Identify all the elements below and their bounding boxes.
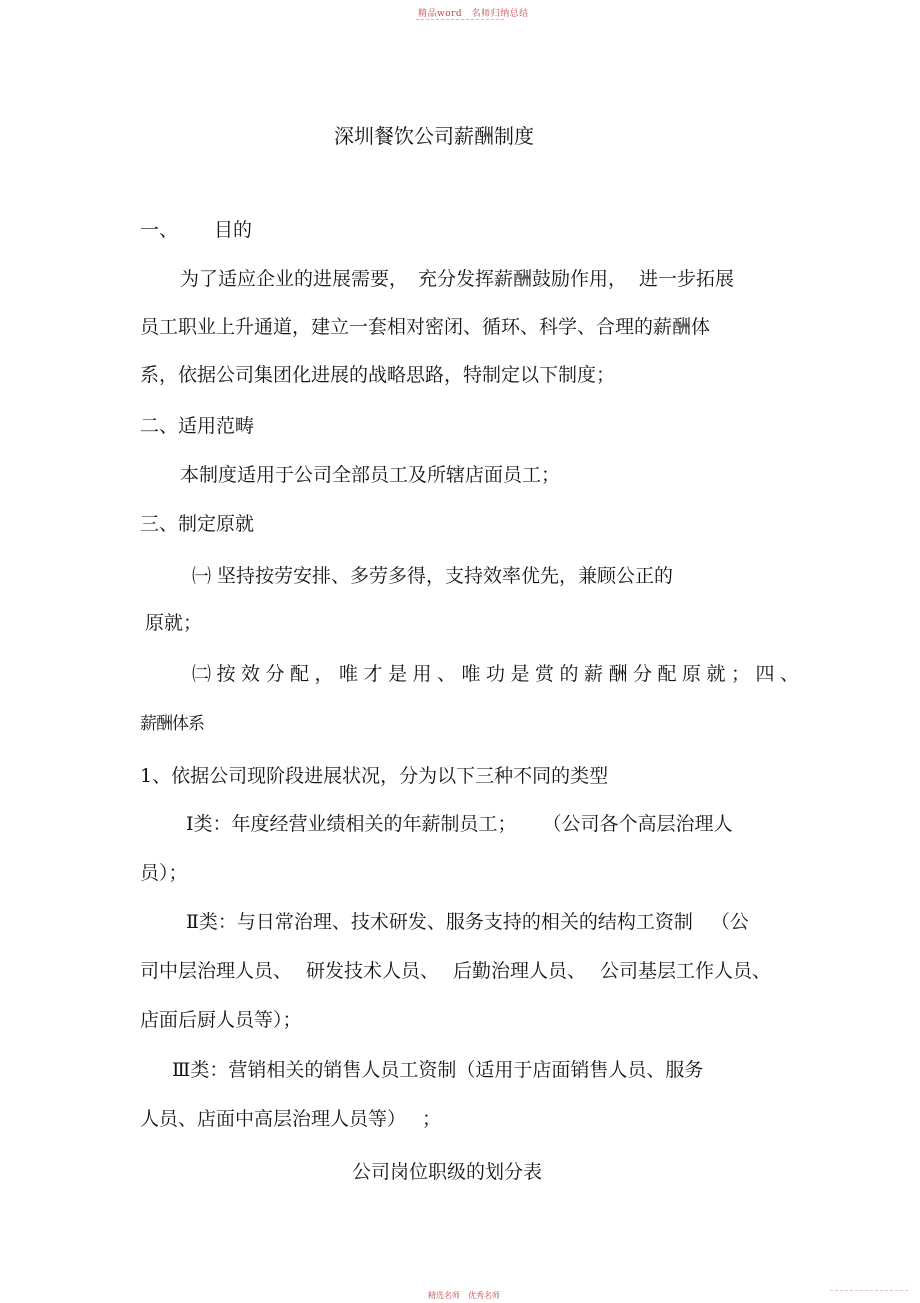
text-span: 人员、店面中高层治理人员等） bbox=[140, 1108, 407, 1130]
section-1-heading bbox=[140, 218, 252, 242]
section-4-heading: 薪酬体系 bbox=[140, 714, 204, 734]
type-2-line-1 bbox=[186, 910, 749, 934]
text-span: ； bbox=[422, 1108, 442, 1130]
type-1-line-2: 员）； bbox=[140, 862, 188, 884]
section-1-title: 目的 bbox=[214, 219, 253, 241]
text-span: 研发技术人员、 bbox=[306, 960, 440, 982]
text-span: （公司各个高层治理人 bbox=[542, 813, 733, 835]
text-span: 司中层治理人员、 bbox=[140, 960, 293, 982]
section-1-paragraph-line-3: 系，依据公司集团化进展的战略思路，特制定以下制度； bbox=[140, 364, 616, 386]
principle-item-2: ㈡按效分配，唯才是用、唯功是赏的薪酬分配原就；四、 bbox=[192, 663, 805, 685]
table-title: 公司岗位职级的划分表 bbox=[352, 1161, 543, 1183]
section-2-heading: 二、适用范畴 bbox=[140, 415, 255, 437]
text-span: Ⅱ类：与日常治理、技术研发、服务支持的相关的结构工资制 bbox=[186, 911, 693, 933]
text-span: 为了适应企业的进展需要， bbox=[180, 268, 409, 290]
section-1-number: 一、 bbox=[140, 219, 179, 241]
document-title: 深圳餐饮公司薪酬制度 bbox=[334, 124, 534, 148]
principle-item-1: ㈠ 坚持按劳安排、多劳多得，支持效率优先，兼顾公正的 bbox=[192, 565, 674, 587]
type-2-line-3: 店面后厨人员等）； bbox=[140, 1009, 302, 1031]
text-span: Ⅰ类：年度经营业绩相关的年薪制员工； bbox=[186, 813, 517, 835]
principle-item-1-continued: 原就； bbox=[145, 612, 203, 634]
section-4-paragraph: 1、依据公司现阶段进展状况，分为以下三种不同的类型 bbox=[140, 765, 609, 787]
section-2-paragraph: 本制度适用于公司全部员工及所辖店面员工； bbox=[180, 464, 561, 486]
header-divider bbox=[416, 19, 504, 20]
text-span: 后勤治理人员、 bbox=[453, 960, 587, 982]
text-span: 进一步拓展 bbox=[639, 268, 735, 290]
section-3-heading: 三、制定原就 bbox=[140, 513, 255, 535]
type-3-line-2 bbox=[140, 1107, 441, 1131]
type-1-line-1 bbox=[186, 812, 733, 836]
header-watermark: 精品word 名师归纳总结 bbox=[418, 9, 529, 19]
text-span: 公司基层工作人员、 bbox=[600, 960, 772, 982]
section-1-paragraph-line-1 bbox=[180, 267, 734, 291]
text-span: 充分发挥薪酬鼓励作用， bbox=[418, 268, 628, 290]
type-2-line-2 bbox=[140, 959, 771, 983]
footer-watermark: 精选名师 优秀名师 bbox=[428, 1291, 500, 1300]
type-3-line-1: Ⅲ类：营销相关的销售人员工资制（适用于店面销售人员、服务 bbox=[172, 1059, 704, 1081]
section-1-paragraph-line-2: 员工职业上升通道，建立一套相对密闭、循环、科学、合理的薪酬体 bbox=[140, 316, 711, 338]
text-span: （公 bbox=[710, 911, 749, 933]
footer-divider bbox=[830, 1290, 908, 1291]
